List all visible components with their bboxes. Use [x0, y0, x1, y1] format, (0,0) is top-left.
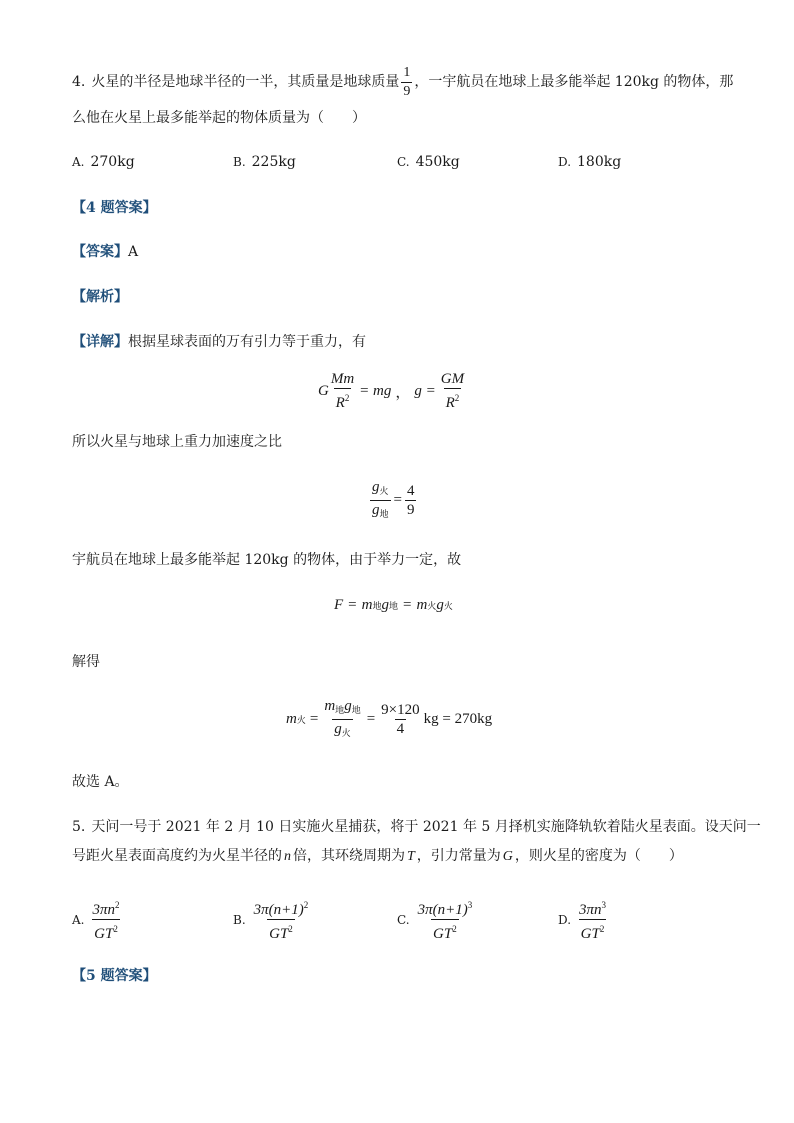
- eq4-num: [322, 697, 362, 719]
- equation-gravity: [318, 370, 466, 412]
- answer-tag: 【答案】: [72, 244, 128, 260]
- mass-ratio-num: 1: [403, 64, 411, 80]
- q4-option-d[interactable]: [558, 154, 621, 170]
- q4-detail-line: [72, 332, 366, 352]
- option-b-den: [267, 919, 295, 943]
- eq2-fraction-left: [370, 478, 391, 523]
- option-label: C.: [397, 155, 410, 169]
- eq1-rhs: = mg: [359, 382, 392, 399]
- q5-line1-text: 天问一号于 2021 年 2 月 10 日实施火星捕获，将于 2021 年 5 月择机实施降轨软着陆火星表面。设天问一: [91, 819, 761, 835]
- eq4-num2: 9×120: [381, 702, 420, 718]
- eq2-num-g: g: [372, 479, 380, 495]
- q4-answer-header: 【4 题答案】: [72, 200, 157, 216]
- eq4-lhs: m: [286, 711, 297, 727]
- option-c-fraction: [416, 896, 475, 943]
- eq1-fraction: [329, 370, 356, 412]
- eq1-num: Mm: [330, 371, 355, 387]
- eq4-eq1: =: [309, 711, 319, 727]
- eq1-den: [334, 388, 352, 412]
- eq1-den-sup: 2: [344, 393, 350, 403]
- q4-stem-text-b: ，一宇航员在地球上最多能举起 120kg 的物体，那: [414, 74, 734, 90]
- eq4-unit: kg = 270kg: [423, 711, 493, 727]
- eq2-den-sub: 地: [379, 509, 389, 519]
- eq1-den2: [444, 388, 462, 412]
- eq1-lhs2: g =: [414, 382, 436, 399]
- solve-text: 解得: [72, 654, 100, 670]
- q4-analysis-tag: 【解析】: [72, 289, 128, 305]
- q4-option-c[interactable]: [397, 154, 460, 170]
- q5-option-b[interactable]: [233, 896, 310, 943]
- q5-var-G: G: [502, 849, 513, 864]
- eq2-num-sub: 火: [379, 486, 389, 496]
- option-b-den-text: GT: [269, 926, 289, 942]
- q5-line2-d: ，则火星的密度为（ ）: [514, 848, 683, 864]
- eq4-num-g: g: [344, 698, 352, 714]
- option-a-den: [92, 919, 120, 943]
- option-value: 270kg: [90, 154, 135, 170]
- eq3-m2-sub: 火: [427, 601, 437, 611]
- q5-line2-c: ，引力常量为: [416, 848, 501, 864]
- eq3-eq1: =: [348, 597, 357, 613]
- option-b-den-sup: 2: [288, 924, 293, 934]
- option-value: 450kg: [415, 154, 460, 170]
- option-label: B.: [233, 155, 246, 169]
- eq3-g2-sub: 火: [443, 601, 453, 611]
- option-a-num-sup: 2: [115, 900, 120, 910]
- option-c-den: [431, 919, 459, 943]
- option-label: B.: [233, 912, 246, 927]
- eq2-rden: 9: [406, 502, 415, 518]
- eq1-num2: GM: [440, 371, 465, 387]
- eq4-fraction1: [322, 697, 362, 742]
- option-label: A.: [72, 912, 85, 927]
- q4-option-a[interactable]: [72, 154, 135, 170]
- eq3-F: F: [334, 597, 344, 613]
- option-b-fraction: [252, 896, 311, 943]
- option-label: D.: [558, 912, 572, 927]
- eq4-lhs-sub: 火: [296, 715, 306, 725]
- q5-stem-line2: [72, 846, 683, 867]
- option-a-den-sup: 2: [113, 924, 118, 934]
- eq1-den-R: R: [335, 395, 345, 411]
- eq2-num: [370, 478, 391, 500]
- option-d-num: [577, 896, 608, 919]
- equation-mass: [286, 697, 492, 742]
- option-d-den-sup: 2: [599, 924, 605, 934]
- option-b-num: [252, 896, 311, 919]
- eq4-den-g: g: [334, 721, 342, 737]
- eq2-den-g: g: [372, 502, 380, 518]
- q5-option-c[interactable]: [397, 896, 474, 943]
- option-c-num-text: 3π(n+1): [417, 902, 468, 918]
- option-a-num: [90, 896, 121, 919]
- q4-stem-line2: 么他在火星上最多能举起的物体质量为（ ）: [72, 110, 366, 126]
- q5-option-a[interactable]: [72, 896, 122, 943]
- eq1-sep: ，: [395, 384, 411, 401]
- q5-number: 5.: [72, 819, 86, 835]
- equation-ratio: [370, 478, 416, 523]
- q5-stem-line1: [72, 817, 761, 837]
- q5-var-n: n: [284, 849, 291, 864]
- eq4-num-m-sub: 地: [335, 705, 345, 715]
- q5-var-T: T: [407, 849, 415, 864]
- option-d-num-text: 3πn: [579, 902, 602, 918]
- eq3-m1-sub: 地: [372, 601, 382, 611]
- eq3-g2: g: [436, 597, 444, 613]
- eq1-fraction2: [439, 370, 466, 412]
- eq4-den2: 4: [396, 721, 405, 737]
- eq1-G: G: [318, 382, 329, 399]
- equation-force: [334, 597, 453, 614]
- q5-line2-a: 号距火星表面高度约为火星半径的: [72, 848, 282, 864]
- q4-answer-line: [72, 242, 138, 262]
- q4-stem-text-a: 火星的半径是地球半径的一半，其质量是地球质量: [91, 74, 400, 90]
- option-b-num-text: 3π(n+1): [253, 902, 304, 918]
- eq2-rnum: 4: [406, 483, 415, 499]
- eq4-den: [332, 719, 353, 742]
- option-c-den-text: GT: [433, 926, 453, 942]
- q4-stem-line1: [72, 62, 733, 102]
- option-d-num-sup: 3: [601, 900, 607, 910]
- mass-ratio-den: 9: [403, 83, 411, 99]
- option-value: 180kg: [577, 154, 622, 170]
- eq3-m1: m: [361, 597, 373, 613]
- q4-option-b[interactable]: [233, 154, 296, 170]
- eq3-m2: m: [416, 597, 428, 613]
- lift-text: 宇航员在地球上最多能举起 120kg 的物体，由于举力一定，故: [72, 552, 462, 568]
- option-c-num-sup: 3: [467, 900, 473, 910]
- option-a-num-text: 3πn: [92, 902, 115, 918]
- option-c-den-sup: 2: [452, 924, 457, 934]
- answer-value: A: [128, 244, 139, 260]
- option-c-num: [416, 896, 475, 919]
- conclusion: 故选 A。: [72, 774, 129, 790]
- option-d-fraction: [577, 896, 608, 943]
- q5-option-d[interactable]: [558, 896, 608, 943]
- option-a-den-text: GT: [94, 926, 114, 942]
- option-b-num-sup: 2: [303, 900, 309, 910]
- q5-line2-b: 倍，其环绕周期为: [293, 848, 405, 864]
- eq4-num-m: m: [324, 698, 336, 714]
- eq2-equals: =: [393, 492, 402, 508]
- option-label: A.: [72, 155, 85, 169]
- eq2-den: [370, 500, 391, 523]
- detail-text: 根据星球表面的万有引力等于重力，有: [128, 334, 366, 350]
- eq4-num-g-sub: 地: [351, 705, 361, 715]
- eq4-den-g-sub: 火: [341, 728, 351, 738]
- q4-number: 4.: [72, 74, 86, 90]
- q5-answer-header: 【5 题答案】: [72, 968, 157, 984]
- option-d-den: [579, 919, 607, 943]
- eq3-g1-sub: 地: [389, 601, 399, 611]
- eq4-fraction2: [379, 701, 421, 738]
- ratio-text: 所以火星与地球上重力加速度之比: [72, 434, 282, 450]
- eq1-den2-sup: 2: [454, 393, 460, 403]
- option-value: 225kg: [251, 154, 296, 170]
- option-label: C.: [397, 912, 410, 927]
- option-label: D.: [558, 155, 572, 169]
- eq1-den2-R: R: [445, 395, 455, 411]
- option-d-den-text: GT: [580, 926, 600, 942]
- eq3-g1: g: [381, 597, 389, 613]
- option-a-fraction: [90, 896, 121, 943]
- eq2-fraction-right: [405, 482, 417, 519]
- detail-tag: 【详解】: [72, 334, 128, 350]
- eq3-eq2: =: [403, 597, 412, 613]
- eq4-eq2: =: [366, 711, 376, 727]
- mass-ratio-fraction: [401, 64, 412, 101]
